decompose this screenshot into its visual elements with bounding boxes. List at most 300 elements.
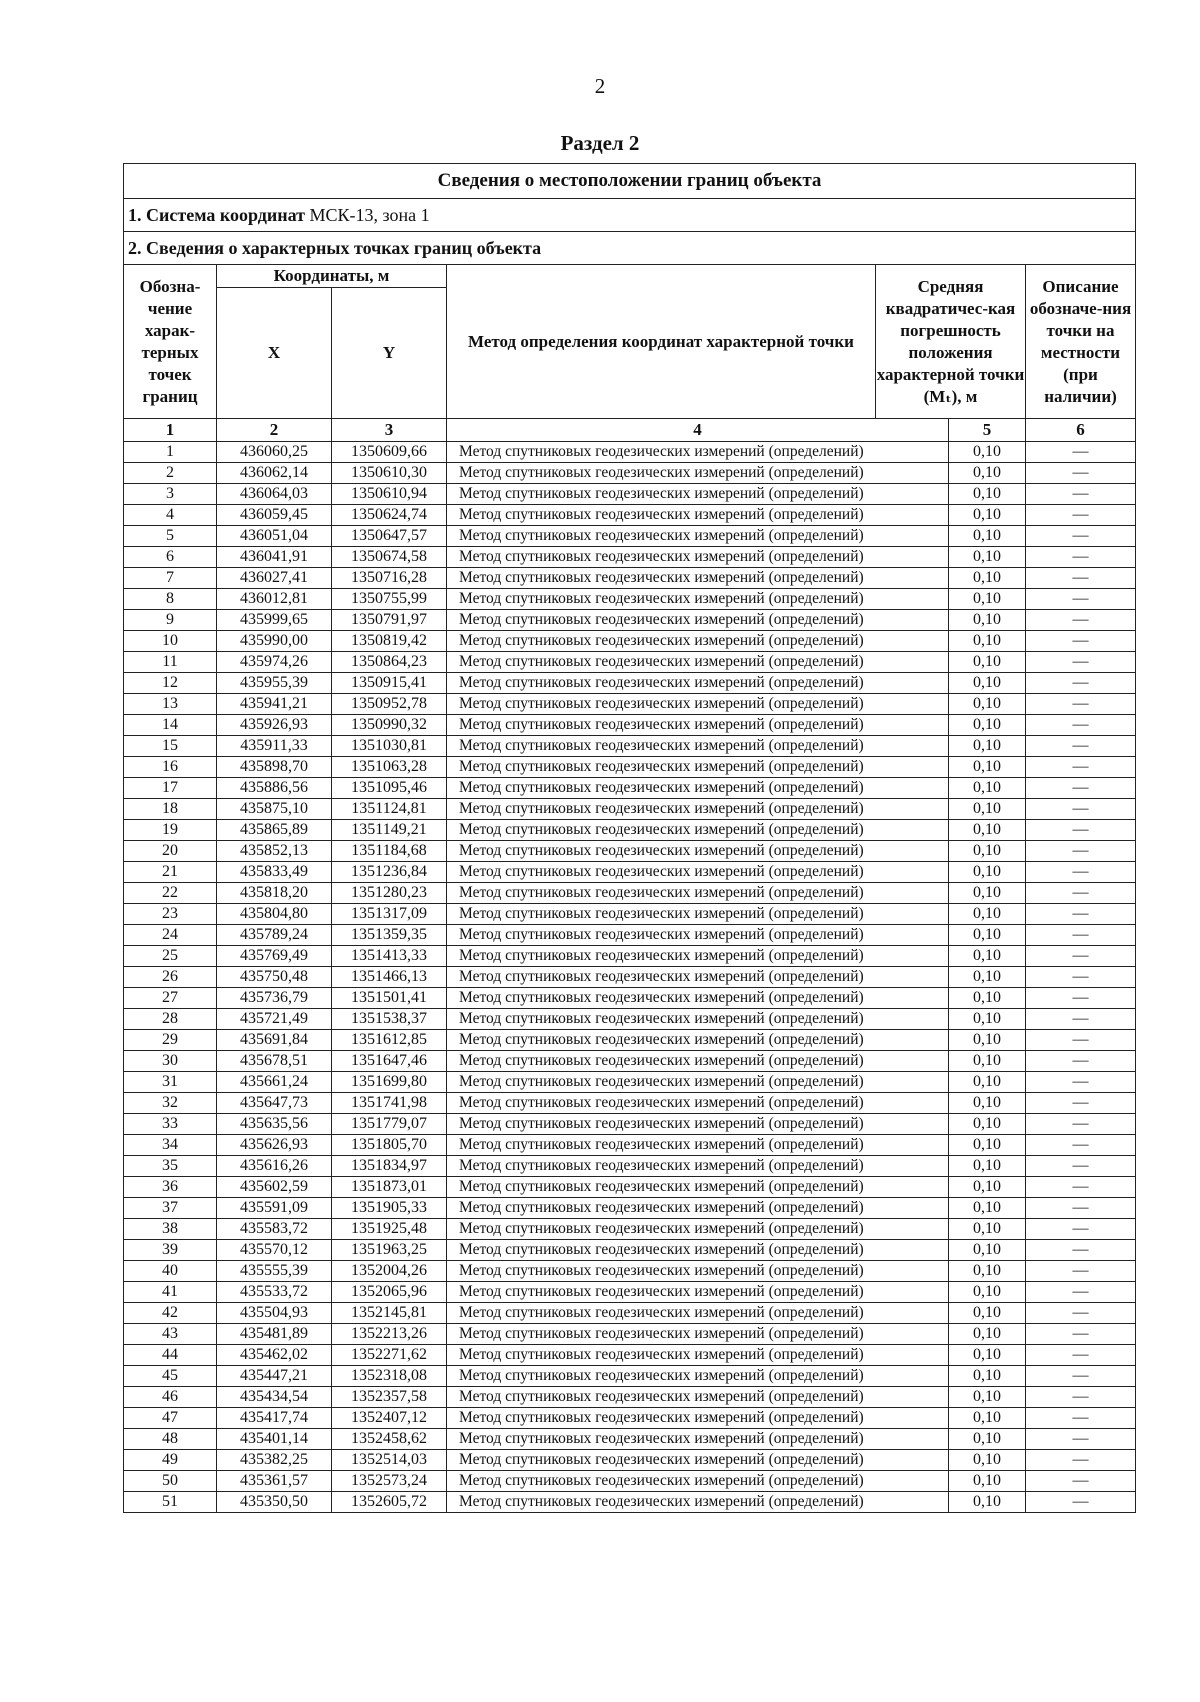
coord-x: 435955,39 [217,673,332,694]
coord-y: 1352065,96 [332,1282,447,1303]
error-cell: 0,10 [949,1303,1026,1324]
method-cell: Метод спутниковых геодезических измерений (определений) [447,988,949,1009]
method-cell: Метод спутниковых геодезических измерений (определений) [447,610,949,631]
point-number: 13 [124,694,217,715]
table-row [124,820,1136,841]
point-number: 33 [124,1114,217,1135]
point-number: 45 [124,1366,217,1387]
description-cell: — [1026,484,1136,505]
coord-y: 1351280,23 [332,883,447,904]
error-cell: 0,10 [949,568,1026,589]
coord-x: 435647,73 [217,1093,332,1114]
header-designation: Обозна-чение харак-терных точек границ [124,265,217,419]
method-cell: Метод спутниковых геодезических измерений (определений) [447,673,949,694]
coord-x: 436059,45 [217,505,332,526]
method-cell: Метод спутниковых геодезических измерений (определений) [447,925,949,946]
error-cell: 0,10 [949,631,1026,652]
table-row [124,526,1136,547]
error-cell: 0,10 [949,925,1026,946]
coord-x: 435447,21 [217,1366,332,1387]
error-cell: 0,10 [949,1261,1026,1282]
coord-x: 435941,21 [217,694,332,715]
table-row [124,904,1136,925]
error-cell: 0,10 [949,1450,1026,1471]
table-row [124,652,1136,673]
error-cell: 0,10 [949,841,1026,862]
description-cell: — [1026,904,1136,925]
method-cell: Метод спутниковых геодезических измерений (определений) [447,1093,949,1114]
coord-x: 435750,48 [217,967,332,988]
point-number: 37 [124,1198,217,1219]
coord-y: 1350915,41 [332,673,447,694]
description-cell: — [1026,589,1136,610]
table-row [124,568,1136,589]
error-cell: 0,10 [949,1114,1026,1135]
point-number: 43 [124,1324,217,1345]
coord-y: 1351741,98 [332,1093,447,1114]
table-row [124,1429,1136,1450]
description-cell: — [1026,946,1136,967]
point-number: 42 [124,1303,217,1324]
table-row [124,778,1136,799]
description-cell: — [1026,526,1136,547]
coordinate-system [124,199,1136,232]
coord-y: 1351124,81 [332,799,447,820]
point-number: 18 [124,799,217,820]
description-cell: — [1026,1219,1136,1240]
table-row [124,1345,1136,1366]
coord-y: 1352514,03 [332,1450,447,1471]
coord-y: 1351184,68 [332,841,447,862]
method-cell: Метод спутниковых геодезических измерений (определений) [447,1030,949,1051]
table-row [124,631,1136,652]
method-cell: Метод спутниковых геодезических измерений (определений) [447,484,949,505]
point-number: 2 [124,463,217,484]
coord-x: 435911,33 [217,736,332,757]
method-cell: Метод спутниковых геодезических измерений (определений) [447,1387,949,1408]
error-cell: 0,10 [949,1492,1026,1513]
error-cell: 0,10 [949,1009,1026,1030]
point-number: 31 [124,1072,217,1093]
table-row [124,1156,1136,1177]
coord-x: 435591,09 [217,1198,332,1219]
table-row [124,1198,1136,1219]
coordinate-system-value: МСК-13, зона 1 [309,205,430,225]
error-cell: 0,10 [949,610,1026,631]
coord-y: 1351501,41 [332,988,447,1009]
table-row [124,694,1136,715]
method-cell: Метод спутниковых геодезических измерений (определений) [447,1429,949,1450]
method-cell: Метод спутниковых геодезических измерений (определений) [447,1135,949,1156]
table-row [124,1408,1136,1429]
coord-y: 1351236,84 [332,862,447,883]
coord-y: 1350609,66 [332,442,447,463]
method-cell: Метод спутниковых геодезических измерений (определений) [447,1072,949,1093]
error-cell: 0,10 [949,1072,1026,1093]
column-number: 1 [124,419,217,442]
table-row [124,736,1136,757]
table-row [124,547,1136,568]
coord-y: 1350674,58 [332,547,447,568]
error-cell: 0,10 [949,484,1026,505]
column-number: 5 [949,419,1026,442]
error-cell: 0,10 [949,1051,1026,1072]
column-number: 2 [217,419,332,442]
table-row [124,463,1136,484]
table-row [124,1177,1136,1198]
method-cell: Метод спутниковых геодезических измерений (определений) [447,1177,949,1198]
point-number: 23 [124,904,217,925]
method-cell: Метод спутниковых геодезических измерений (определений) [447,589,949,610]
point-number: 34 [124,1135,217,1156]
point-number: 30 [124,1051,217,1072]
method-cell: Метод спутниковых геодезических измерений (определений) [447,442,949,463]
point-number: 41 [124,1282,217,1303]
description-cell: — [1026,925,1136,946]
description-cell: — [1026,1450,1136,1471]
point-number: 51 [124,1492,217,1513]
method-cell: Метод спутниковых геодезических измерений (определений) [447,1219,949,1240]
method-cell: Метод спутниковых геодезических измерений (определений) [447,1156,949,1177]
table-row [124,1261,1136,1282]
method-cell: Метод спутниковых геодезических измерений (определений) [447,820,949,841]
coord-y: 1350755,99 [332,589,447,610]
point-number: 47 [124,1408,217,1429]
point-number: 9 [124,610,217,631]
coord-x: 435626,93 [217,1135,332,1156]
table-row [124,946,1136,967]
coord-x: 435678,51 [217,1051,332,1072]
point-number: 21 [124,862,217,883]
column-number: 3 [332,419,447,442]
coord-y: 1351030,81 [332,736,447,757]
description-cell: — [1026,1471,1136,1492]
description-cell: — [1026,1051,1136,1072]
description-cell: — [1026,757,1136,778]
coord-y: 1351149,21 [332,820,447,841]
point-number: 29 [124,1030,217,1051]
description-cell: — [1026,1261,1136,1282]
coord-x: 436060,25 [217,442,332,463]
table-row [124,1030,1136,1051]
description-cell: — [1026,883,1136,904]
coord-y: 1351466,13 [332,967,447,988]
point-number: 16 [124,757,217,778]
coord-y: 1350864,23 [332,652,447,673]
table-row [124,1450,1136,1471]
description-cell: — [1026,505,1136,526]
header-description: Описание обозначе-ния точки на местности (при наличии) [1026,265,1136,419]
coord-y: 1351834,97 [332,1156,447,1177]
point-number: 27 [124,988,217,1009]
coord-x: 435555,39 [217,1261,332,1282]
method-cell: Метод спутниковых геодезических измерений (определений) [447,715,949,736]
method-cell: Метод спутниковых геодезических измерений (определений) [447,1471,949,1492]
error-cell: 0,10 [949,862,1026,883]
coord-y: 1352318,08 [332,1366,447,1387]
coord-y: 1351538,37 [332,1009,447,1030]
description-cell: — [1026,1030,1136,1051]
coord-y: 1351413,33 [332,946,447,967]
description-cell: — [1026,1387,1136,1408]
column-number: 4 [447,419,949,442]
description-cell: — [1026,820,1136,841]
description-cell: — [1026,1093,1136,1114]
header-coordinates: Координаты, м [217,265,447,288]
error-cell: 0,10 [949,1282,1026,1303]
error-cell: 0,10 [949,715,1026,736]
method-cell: Метод спутниковых геодезических измерений (определений) [447,652,949,673]
error-cell: 0,10 [949,547,1026,568]
coord-y: 1350624,74 [332,505,447,526]
error-cell: 0,10 [949,526,1026,547]
table-row [124,1471,1136,1492]
table-row [124,1387,1136,1408]
error-cell: 0,10 [949,673,1026,694]
method-cell: Метод спутниковых геодезических измерений (определений) [447,946,949,967]
point-number: 5 [124,526,217,547]
boundary-points-table [123,163,1136,1513]
point-number: 1 [124,442,217,463]
coord-x: 435736,79 [217,988,332,1009]
description-cell: — [1026,547,1136,568]
description-cell: — [1026,988,1136,1009]
coord-x: 435616,26 [217,1156,332,1177]
method-cell: Метод спутниковых геодезических измерений (определений) [447,1492,949,1513]
coord-x: 435833,49 [217,862,332,883]
table-row [124,1240,1136,1261]
coord-x: 436064,03 [217,484,332,505]
table-row [124,715,1136,736]
error-cell: 0,10 [949,1156,1026,1177]
description-cell: — [1026,1366,1136,1387]
coord-x: 435417,74 [217,1408,332,1429]
error-cell: 0,10 [949,1177,1026,1198]
error-cell: 0,10 [949,1387,1026,1408]
table-row [124,841,1136,862]
error-cell: 0,10 [949,736,1026,757]
coord-x: 435721,49 [217,1009,332,1030]
description-cell: — [1026,1282,1136,1303]
description-cell: — [1026,1492,1136,1513]
table-row [124,1303,1136,1324]
section-title: Раздел 2 [560,131,640,155]
coord-y: 1350990,32 [332,715,447,736]
point-number: 35 [124,1156,217,1177]
coord-y: 1351805,70 [332,1135,447,1156]
point-number: 3 [124,484,217,505]
table-row [124,883,1136,904]
method-cell: Метод спутниковых геодезических измерений (определений) [447,1408,949,1429]
description-cell: — [1026,568,1136,589]
coord-x: 435789,24 [217,925,332,946]
coord-y: 1351925,48 [332,1219,447,1240]
method-cell: Метод спутниковых геодезических измерений (определений) [447,463,949,484]
table-row [124,1492,1136,1513]
coord-y: 1351612,85 [332,1030,447,1051]
coord-y: 1351317,09 [332,904,447,925]
description-cell: — [1026,1114,1136,1135]
error-cell: 0,10 [949,1093,1026,1114]
table-row [124,757,1136,778]
table-row [124,862,1136,883]
error-cell: 0,10 [949,442,1026,463]
table-row [124,673,1136,694]
method-cell: Метод спутниковых геодезических измерений (определений) [447,694,949,715]
header-error: Средняя квадратичес-кая погрешность положения характерной точки (Mₜ), м [876,265,1026,419]
description-cell: — [1026,1072,1136,1093]
description-cell: — [1026,1429,1136,1450]
table-banner: Сведения о местоположении границ объекта [124,164,1136,199]
point-number: 26 [124,967,217,988]
coord-y: 1352407,12 [332,1408,447,1429]
error-cell: 0,10 [949,1240,1026,1261]
error-cell: 0,10 [949,799,1026,820]
error-cell: 0,10 [949,988,1026,1009]
header-y: Y [332,288,447,419]
method-cell: Метод спутниковых геодезических измерений (определений) [447,1345,949,1366]
coord-x: 435865,89 [217,820,332,841]
coord-x: 435350,50 [217,1492,332,1513]
description-cell: — [1026,1324,1136,1345]
coord-x: 435974,26 [217,652,332,673]
error-cell: 0,10 [949,1219,1026,1240]
coord-x: 436041,91 [217,547,332,568]
description-cell: — [1026,1198,1136,1219]
error-cell: 0,10 [949,694,1026,715]
point-number: 12 [124,673,217,694]
description-cell: — [1026,799,1136,820]
method-cell: Метод спутниковых геодезических измерений (определений) [447,1261,949,1282]
description-cell: — [1026,1009,1136,1030]
error-cell: 0,10 [949,1408,1026,1429]
point-number: 25 [124,946,217,967]
table-row [124,1072,1136,1093]
coord-x: 435769,49 [217,946,332,967]
coord-y: 1350647,57 [332,526,447,547]
method-cell: Метод спутниковых геодезических измерений (определений) [447,1450,949,1471]
point-number: 6 [124,547,217,568]
coord-y: 1352357,58 [332,1387,447,1408]
description-cell: — [1026,778,1136,799]
coord-x: 435361,57 [217,1471,332,1492]
coord-y: 1352004,26 [332,1261,447,1282]
table-row [124,1282,1136,1303]
error-cell: 0,10 [949,904,1026,925]
point-number: 19 [124,820,217,841]
header-x: X [217,288,332,419]
error-cell: 0,10 [949,757,1026,778]
table-row [124,589,1136,610]
coord-y: 1352605,72 [332,1492,447,1513]
description-cell: — [1026,862,1136,883]
error-cell: 0,10 [949,1366,1026,1387]
coord-x: 435691,84 [217,1030,332,1051]
description-cell: — [1026,631,1136,652]
table-row [124,1093,1136,1114]
coord-y: 1352213,26 [332,1324,447,1345]
description-cell: — [1026,1177,1136,1198]
error-cell: 0,10 [949,883,1026,904]
description-cell: — [1026,610,1136,631]
coord-y: 1351779,07 [332,1114,447,1135]
method-cell: Метод спутниковых геодезических измерений (определений) [447,1009,949,1030]
coord-x: 435990,00 [217,631,332,652]
table-row [124,799,1136,820]
method-cell: Метод спутниковых геодезических измерений (определений) [447,841,949,862]
coord-x: 435382,25 [217,1450,332,1471]
table-row [124,1114,1136,1135]
method-cell: Метод спутниковых геодезических измерений (определений) [447,526,949,547]
coord-x: 436051,04 [217,526,332,547]
description-cell: — [1026,673,1136,694]
coord-x: 435661,24 [217,1072,332,1093]
table-row [124,484,1136,505]
description-cell: — [1026,1135,1136,1156]
method-cell: Метод спутниковых геодезических измерений (определений) [447,967,949,988]
point-number: 40 [124,1261,217,1282]
coord-y: 1350819,42 [332,631,447,652]
coord-x: 435504,93 [217,1303,332,1324]
method-cell: Метод спутниковых геодезических измерений (определений) [447,1282,949,1303]
point-number: 44 [124,1345,217,1366]
description-cell: — [1026,841,1136,862]
header-method: Метод определения координат характерной точки [447,265,876,419]
point-number: 24 [124,925,217,946]
coord-y: 1351905,33 [332,1198,447,1219]
method-cell: Метод спутниковых геодезических измерений (определений) [447,862,949,883]
coord-y: 1350791,97 [332,610,447,631]
method-cell: Метод спутниковых геодезических измерений (определений) [447,1114,949,1135]
point-number: 49 [124,1450,217,1471]
method-cell: Метод спутниковых геодезических измерений (определений) [447,736,949,757]
coord-x: 435635,56 [217,1114,332,1135]
description-cell: — [1026,442,1136,463]
coord-y: 1351359,35 [332,925,447,946]
coord-x: 436012,81 [217,589,332,610]
coord-x: 435875,10 [217,799,332,820]
point-number: 11 [124,652,217,673]
coord-y: 1352271,62 [332,1345,447,1366]
table-row [124,1135,1136,1156]
description-cell: — [1026,1408,1136,1429]
coord-x: 435462,02 [217,1345,332,1366]
coord-x: 435999,65 [217,610,332,631]
coord-y: 1350952,78 [332,694,447,715]
table-row [124,1366,1136,1387]
coord-x: 436062,14 [217,463,332,484]
coord-y: 1350610,94 [332,484,447,505]
description-cell: — [1026,463,1136,484]
coord-y: 1352145,81 [332,1303,447,1324]
error-cell: 0,10 [949,652,1026,673]
coord-x: 435926,93 [217,715,332,736]
point-number: 20 [124,841,217,862]
column-number: 6 [1026,419,1136,442]
coord-y: 1350610,30 [332,463,447,484]
error-cell: 0,10 [949,1198,1026,1219]
coord-x: 435818,20 [217,883,332,904]
error-cell: 0,10 [949,967,1026,988]
point-number: 28 [124,1009,217,1030]
point-number: 32 [124,1093,217,1114]
coord-y: 1351963,25 [332,1240,447,1261]
method-cell: Метод спутниковых геодезических измерений (определений) [447,778,949,799]
coord-x: 435898,70 [217,757,332,778]
description-cell: — [1026,1345,1136,1366]
table-row [124,1009,1136,1030]
method-cell: Метод спутниковых геодезических измерений (определений) [447,547,949,568]
